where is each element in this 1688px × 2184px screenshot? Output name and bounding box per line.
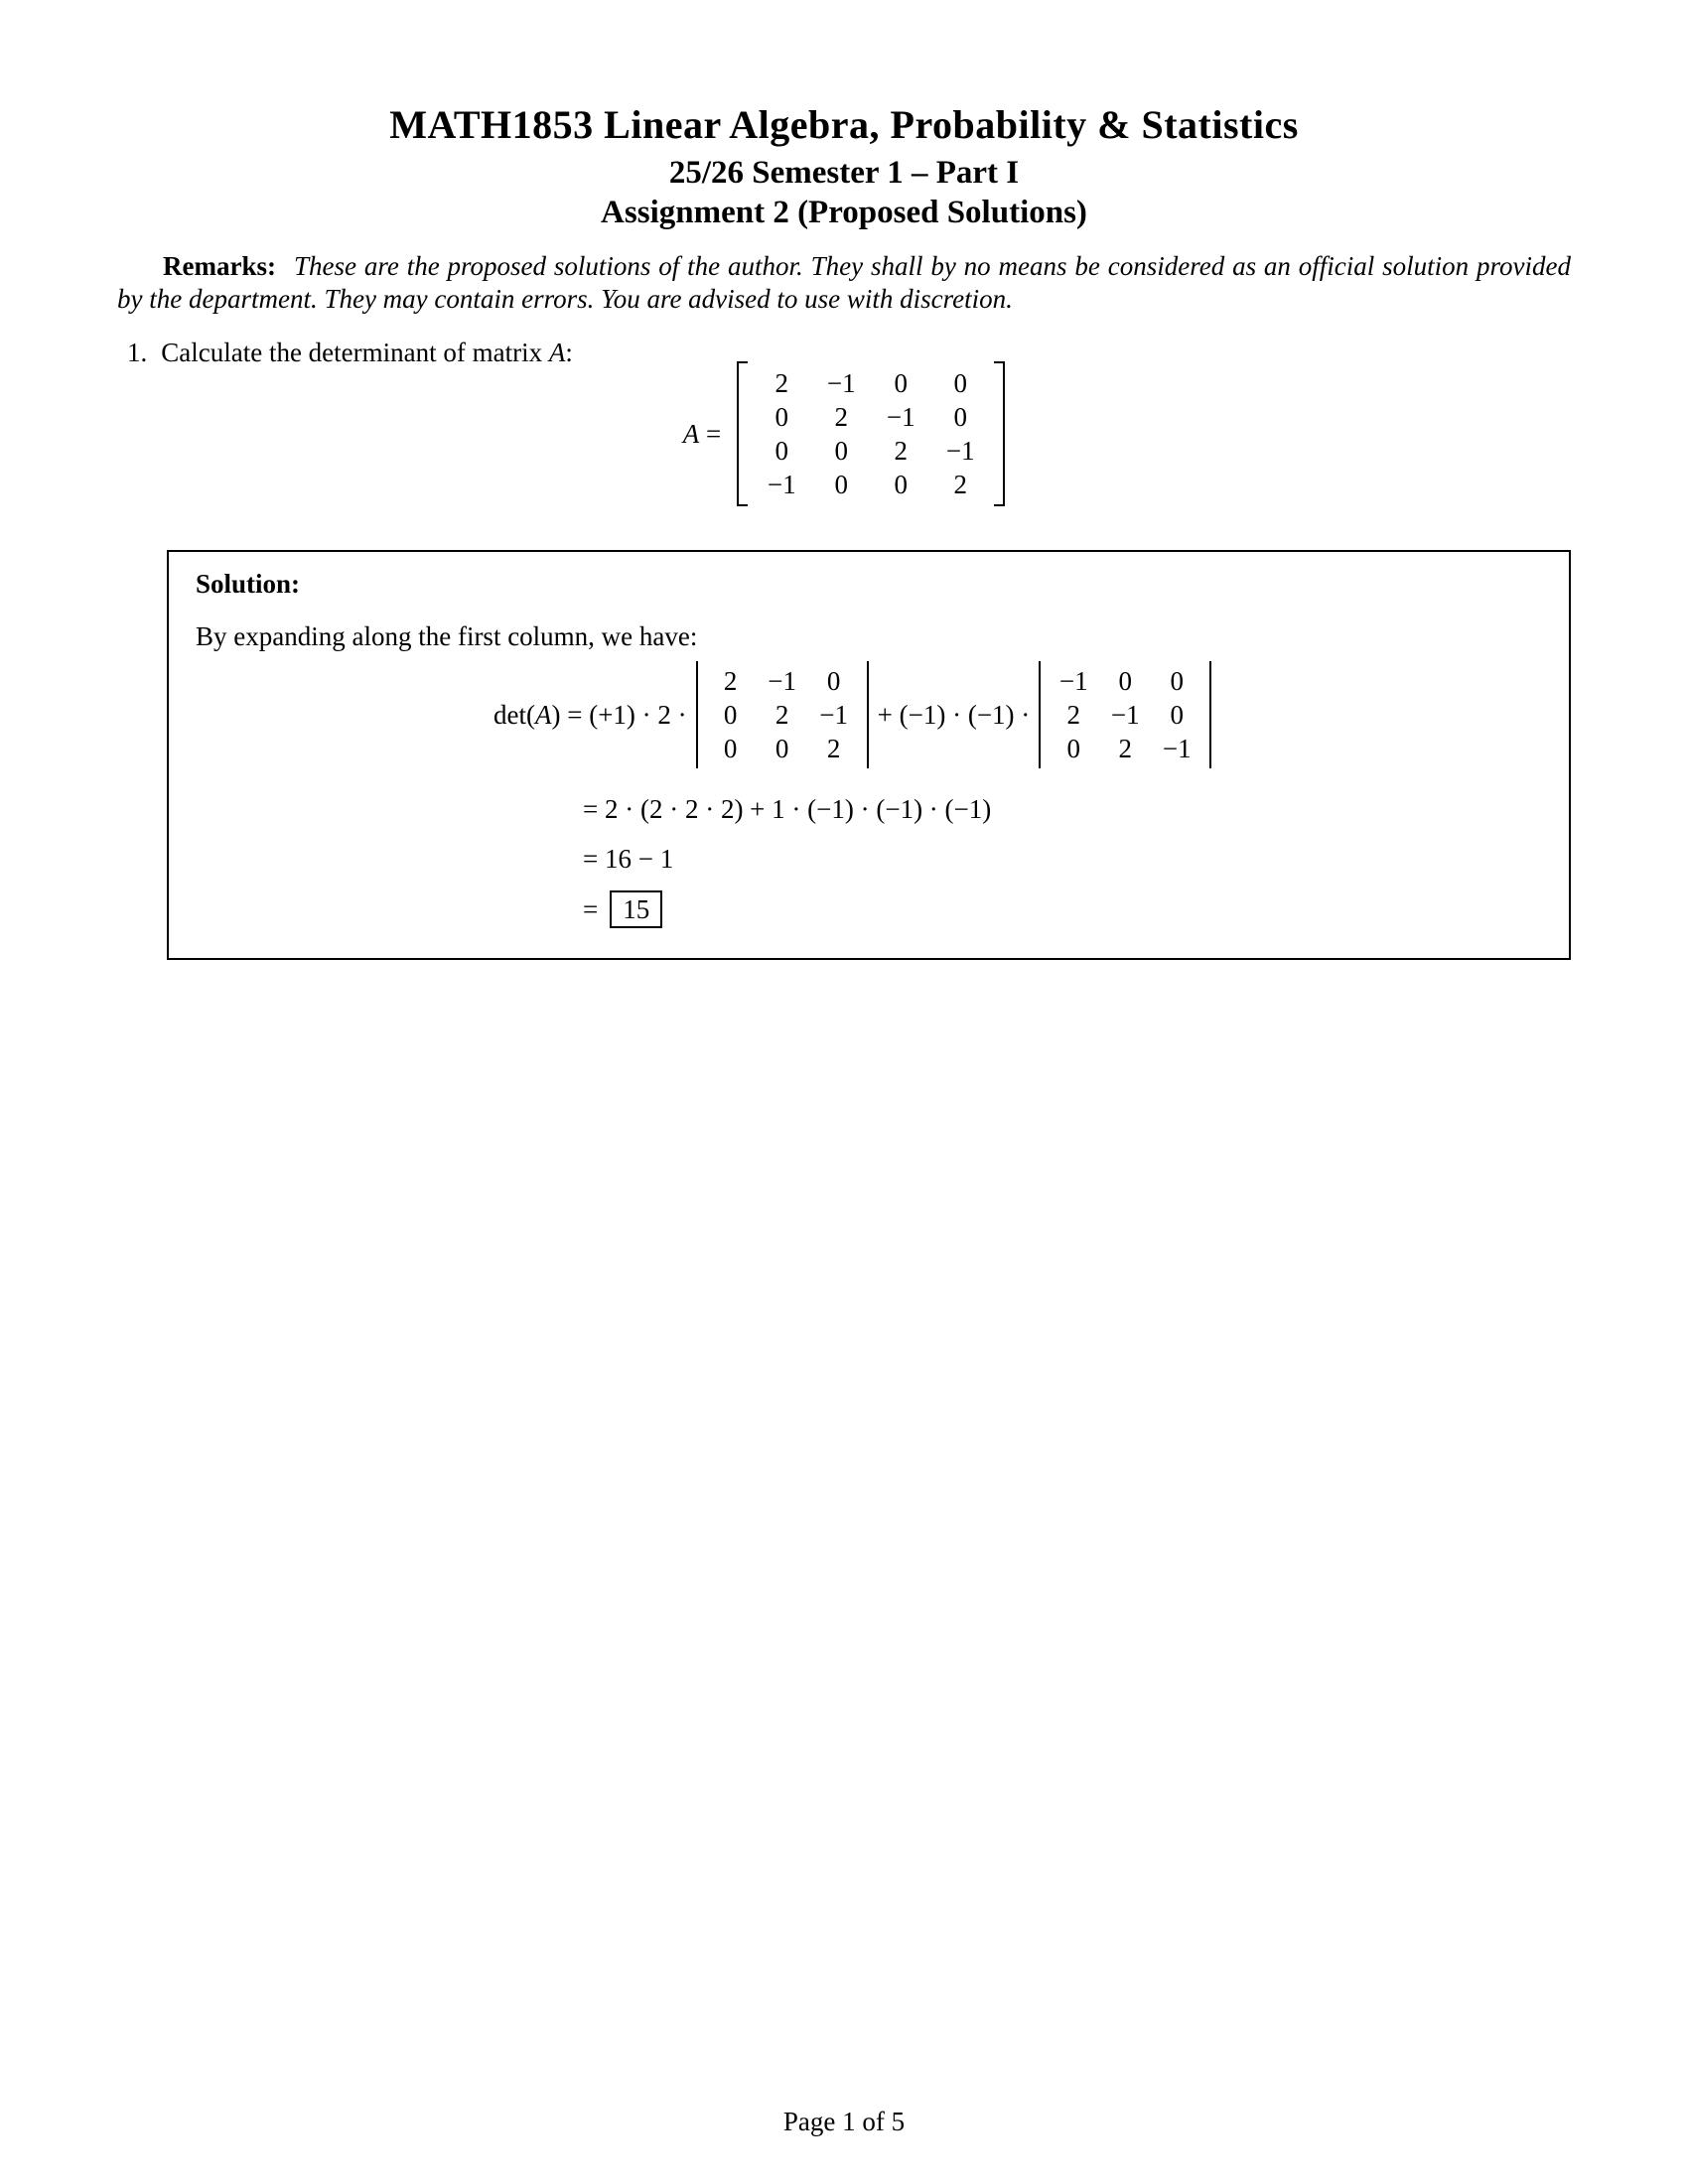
left-bracket: [737, 361, 748, 506]
matrix-cell: 2: [953, 470, 967, 499]
matrix-cell: 0: [723, 700, 738, 730]
page-footer: Page 1 of 5: [782, 2107, 906, 2136]
matrix-cell: 0: [1118, 666, 1133, 696]
matrix-cell: 0: [1066, 734, 1081, 763]
matrix-cell: 0: [953, 368, 967, 398]
solution-label: Solution:: [196, 569, 301, 599]
matrix-cell: 0: [826, 666, 841, 696]
matrix-cell: 2: [894, 436, 908, 466]
matrix-cell: −1: [1058, 666, 1088, 696]
matrix-cell: 0: [723, 734, 738, 763]
solution-box: [167, 550, 1571, 960]
remarks-label: Remarks:: [163, 251, 276, 281]
right-bracket: [994, 361, 1005, 506]
matrix-cell: −1: [826, 368, 856, 398]
remarks-paragraph: [117, 250, 1571, 317]
det-lhs: det(A) = (+1) · 2 ·: [493, 699, 687, 730]
matrix-a-grid: [748, 361, 994, 506]
matrix-cell: −1: [1110, 700, 1140, 730]
matrix-cell: 2: [826, 734, 841, 763]
matrix-cell: 0: [1170, 666, 1185, 696]
determinant-derivation: [493, 661, 1211, 928]
assignment-subtitle: Assignment 2 (Proposed Solutions): [601, 195, 1087, 230]
equation-line-2: = 2 · (2 · 2 · 2) + 1 · (−1) · (−1) · (−1): [583, 794, 992, 824]
matrix-cell: 0: [894, 368, 908, 398]
problem-text: Calculate the determinant of matrix: [161, 338, 549, 367]
matrix-cell: −1: [819, 700, 849, 730]
minor-determinant-1: [696, 661, 869, 768]
matrix-cell: 0: [774, 402, 788, 432]
matrix-cell: 2: [1066, 700, 1081, 730]
matrix-cell: 2: [723, 666, 738, 696]
semester-subtitle: 25/26 Semester 1 – Part I: [668, 155, 1020, 191]
matrix-a-display: [0, 361, 1688, 506]
matrix-cell: −1: [1162, 734, 1192, 763]
equation-line-1: [493, 661, 1211, 768]
problem-number: 1.: [127, 338, 148, 367]
matrix-cell: 0: [894, 470, 908, 499]
matrix-cell: −1: [768, 666, 797, 696]
matrix-a-label: A =: [682, 418, 722, 449]
matrix-cell: −1: [945, 436, 975, 466]
page-title: MATH1853 Linear Algebra, Probability & Statistics: [389, 102, 1299, 147]
matrix-variable: A: [548, 338, 566, 367]
matrix-cell: −1: [767, 470, 796, 499]
matrix-a: [737, 361, 1005, 506]
solution-intro: By expanding along the first column, we have:: [196, 621, 698, 651]
equals-sign: =: [583, 893, 599, 924]
equation-middle-term: + (−1) · (−1) ·: [877, 699, 1031, 730]
problem-text-colon: :: [565, 338, 573, 367]
matrix-cell: 0: [1170, 700, 1185, 730]
matrix-cell: 2: [774, 700, 789, 730]
matrix-cell: 2: [1118, 734, 1133, 763]
minor-determinant-2: [1039, 661, 1211, 768]
matrix-cell: 0: [774, 734, 789, 763]
matrix-cell: −1: [886, 402, 915, 432]
equation-line-3: = 16 − 1: [583, 844, 674, 874]
matrix-cell: 2: [774, 368, 788, 398]
matrix-cell: 0: [834, 470, 848, 499]
matrix-cell: 0: [834, 436, 848, 466]
remarks-body: These are the proposed solutions of the author. They shall by no means be considered as an official solution provided by the department. They may contain errors. You are advised to use with discretion.: [117, 251, 1571, 315]
final-answer-boxed: 15: [610, 890, 662, 928]
matrix-cell: 2: [834, 402, 848, 432]
matrix-cell: 0: [953, 402, 967, 432]
matrix-cell: 0: [774, 436, 788, 466]
equation-line-4: [583, 890, 1211, 928]
